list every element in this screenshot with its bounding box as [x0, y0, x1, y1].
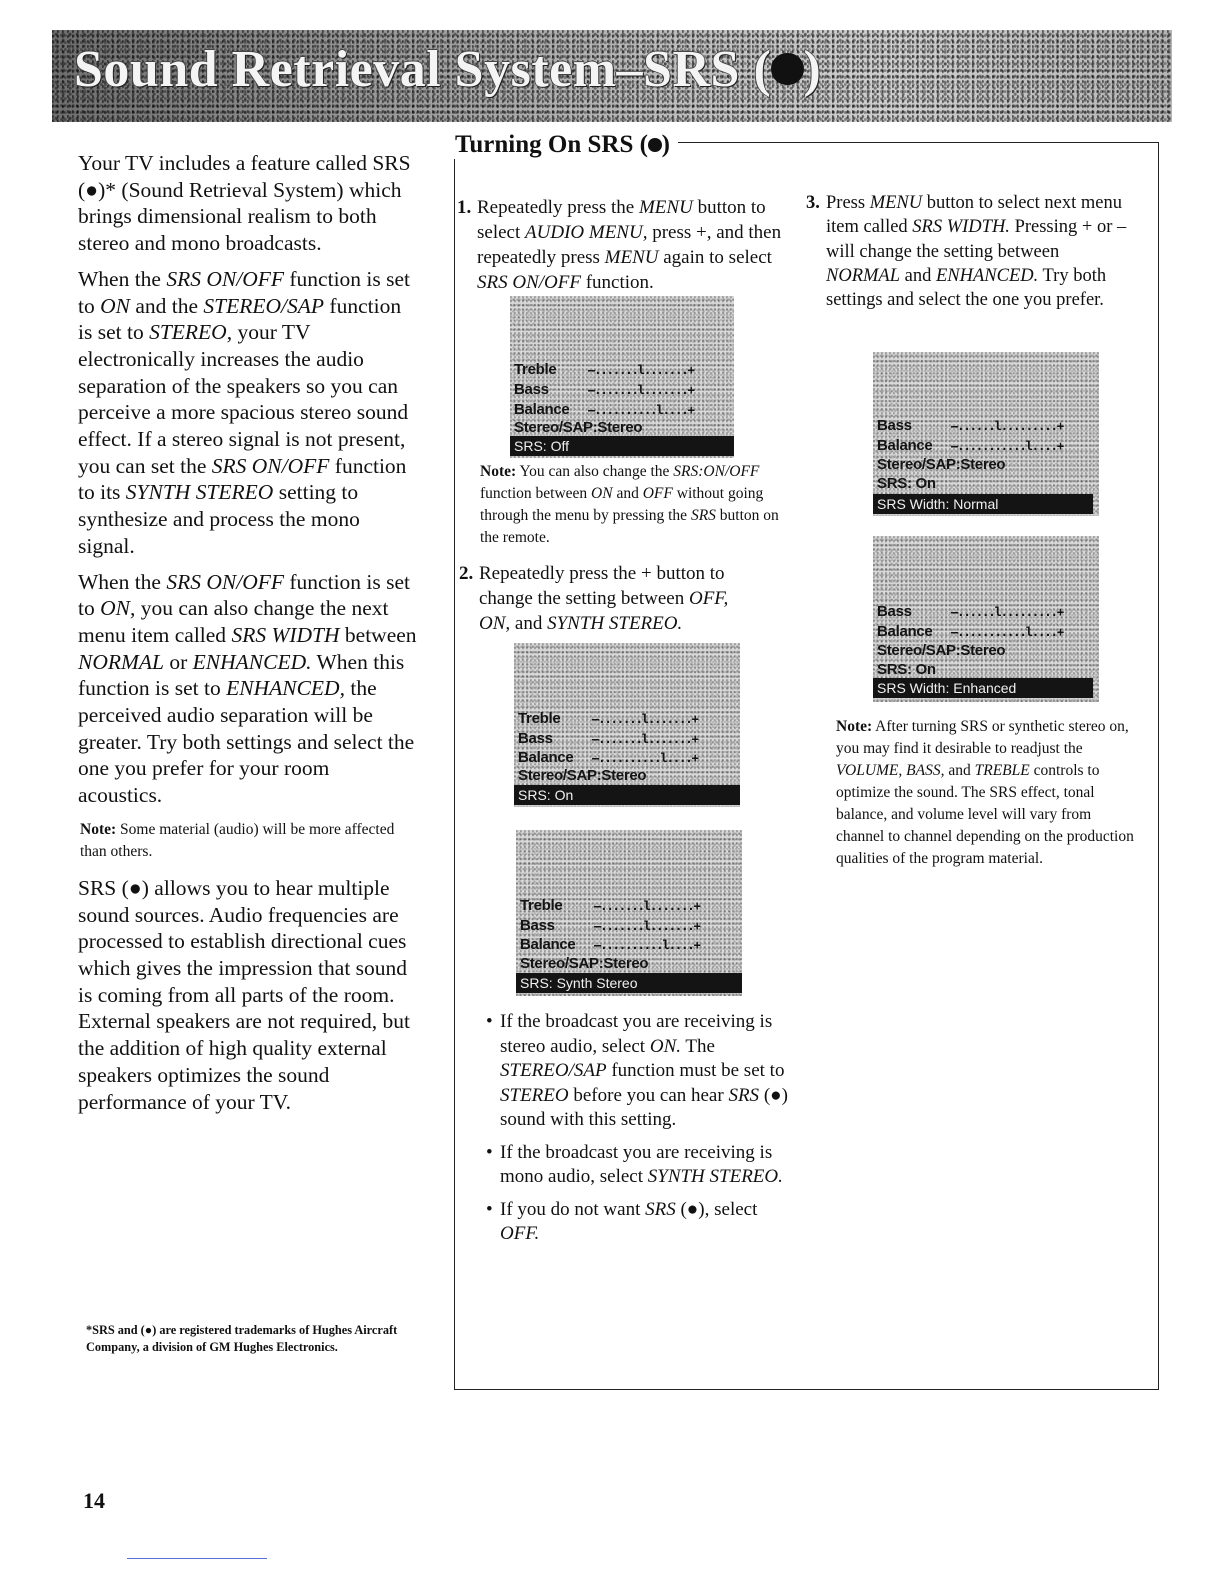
- srs-logo-icon: [648, 138, 662, 152]
- left-column: [78, 150, 418, 1124]
- trademark-footnote: *SRS and (●) are registered trademarks of Hughes Aircraft Company, a division of GM Hughes Electronics.: [86, 1323, 398, 1354]
- step-2: 2. Repeatedly press the + button to change the setting between OFF, ON, and SYNTH STEREO.: [459, 563, 729, 634]
- srs-logo-icon: [771, 53, 803, 85]
- bullet-mono: • If the broadcast you are receiving is mono audio, select SYNTH STEREO.: [486, 1141, 796, 1190]
- menu-screenshot-width-normal: Bass –......l.........+ Balance –...........l....+ Stereo/SAP:Stereo SRS: On SRS Width: Normal: [873, 352, 1099, 516]
- readjust-note: Note: After turning SRS or synthetic stereo on, you may find it desirable to readjust the VOLUME, BASS, and TREBLE controls to optimize the sound. The SRS effect, tonal balance, and volume level will vary from channel to channel depending on the production qualities of the program material.: [836, 718, 1134, 867]
- page-number: 14: [83, 1488, 105, 1513]
- intro-paragraph: Your TV includes a feature called SRS (●)* (Sound Retrieval System) which brings dimensional realism to both stereo and mono broadcasts.: [78, 151, 411, 256]
- menu-screenshot-width-enhanced: Bass –......l.........+ Balance –...........l....+ Stereo/SAP:Stereo SRS: On SRS Width: Enhanced: [873, 536, 1099, 702]
- page-title: Sound Retrieval System–SRS ( ): [74, 41, 822, 98]
- page-header-banner: [52, 30, 1172, 122]
- bullet-off: • If you do not want SRS (●), select OFF.: [486, 1198, 796, 1247]
- step-1: 1. Repeatedly press the MENU button to select AUDIO MENU, press +, and then repeatedly press MENU again to select SRS ON/OFF function.: [457, 197, 782, 293]
- srs-option-bullets: [486, 1010, 796, 1255]
- remote-srs-note: Note: You can also change the SRS:ON/OFF function between ON and OFF without going through the menu by pressing the SRS button on the remote.: [480, 463, 779, 546]
- width-paragraph: When the SRS ON/OFF function is set to ON, you can also change the next menu item called SRS WIDTH between NORMAL or ENHANCED. When this function is set to ENHANCED, the perceived audio separation will be greater. Try both settings and select the one you prefer for your room acoustics.: [78, 569, 417, 808]
- menu-screenshot-srs-synth: Treble –.......l.......+ Bass –.......l.......+ Balance –..........l....+ Stereo/SAP:Stereo SRS: Synth Stereo: [516, 830, 742, 996]
- step-3: 3. Press MENU button to select next menu item called SRS WIDTH. Pressing + or – will change the setting between NORMAL and ENHANCED. Try both settings and select the one you prefer.: [806, 193, 1127, 311]
- multiple-sources-paragraph: SRS (●) allows you to hear multiple sound sources. Audio frequencies are processed to establish directional cues which gives the impression that sound is coming from all parts of the room. External speakers are not required, but the addition of high quality external speakers optimizes the sound performance of your TV.: [78, 875, 410, 1114]
- menu-screenshot-srs-on: Treble –.......l.......+ Bass –.......l.......+ Balance –..........l....+ Stereo/SAP:Stereo SRS: On: [514, 643, 740, 807]
- material-note: Note: Some material (audio) will be more affected than others.: [80, 820, 395, 860]
- menu-screenshot-srs-off: Treble –.......l.......+ Bass –.......l.......+ Balance –..........l....+ Stereo/SAP:Stereo SRS: Off: [510, 296, 734, 458]
- page-edge-line: [127, 1558, 267, 1559]
- stereo-paragraph: When the SRS ON/OFF function is set to ON and the STEREO/SAP function is set to STEREO, your TV electronically increases the audio separation of the speakers so you can perceive a more spacious stereo sound effect. If a stereo signal is not present, you can set the SRS ON/OFF function to its SYNTH STEREO setting to synthesize and process the mono signal.: [78, 266, 411, 558]
- bullet-stereo: • If the broadcast you are receiving is stereo audio, select ON. The STEREO/SAP function must be set to STEREO before you can hear SRS (●) sound with this setting.: [486, 1010, 796, 1133]
- section-heading: Turning On SRS ( ): [447, 131, 678, 159]
